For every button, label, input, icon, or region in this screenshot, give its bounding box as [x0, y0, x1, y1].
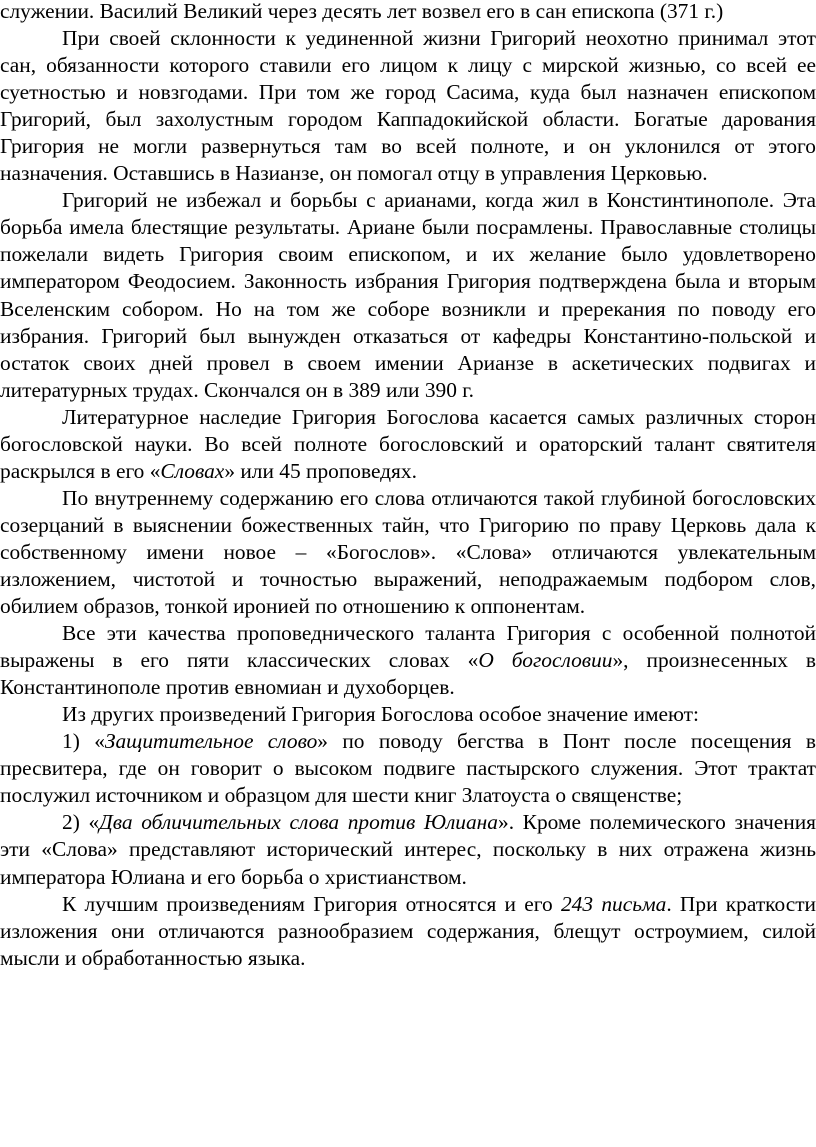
text-run: 2) «: [62, 810, 100, 835]
paragraph: [0, 728, 816, 809]
text-run: » по поводу бегства в Понт после посещения в пресвитера, где он говорит о высоком подвиге пастырского служения. Этот трактат послужил источником и образцом для шести книг Златоуста о священстве;: [0, 729, 816, 808]
paragraph: [0, 809, 816, 890]
paragraph: [0, 0, 816, 25]
text-run: » или 45 проповедях.: [224, 458, 417, 483]
italic-title: Словах: [160, 458, 225, 483]
text-run: Все эти качества проповеднического таланта Григория с особенной полнотой выражены в его пяти классических словах «: [0, 621, 816, 673]
italic-title: О богословии: [478, 648, 613, 673]
text-run: Григорий не избежал и борьбы с арианами, когда жил в Констинтинополе. Эта борьба имела блестящие результаты. Ариане были посрамлены. Православные столицы пожелали видеть Григория своим епископом, и их желание было удовлетворено императором Феодосием. Законность избрания Григория подтверждена была и вторым Вселенским собором. Но на том же соборе возникли и пререкания по поводу его избрания. Григорий был вынужден отказаться от кафедры Константино-польской и остаток своих дней провел в своем имении Арианзе в аскетических подвигах и литературных трудах. Скончался он в 389 или 390 г.: [0, 188, 816, 402]
text-run: ». Кроме полемического значения эти «Слова» представляют исторический интерес, поскольку в них отражена жизнь императора Юлиана и его борьба о христианством.: [0, 810, 816, 889]
paragraph: [0, 620, 816, 701]
text-run: Из других произведений Григория Богослова особое значение имеют:: [62, 702, 699, 727]
paragraph: [0, 701, 816, 728]
italic-title: Защитительное слово: [104, 729, 318, 754]
italic-title: Два обличительных слова против Юлиана: [99, 810, 498, 835]
text-run: 1) «: [62, 729, 105, 754]
paragraph: [0, 485, 816, 620]
text-run: По внутреннему содержанию его слова отличаются такой глубиной богословских созерцаний в выяснении божественных тайн, что Григорию по праву Церковь дала к собственному имени новое – «Богослов». «Слова» отличаются увлекательным изложением, чистотой и точностью выражений, неподражаемым подбором слов, обилием образов, тонкой иронией по отношению к оппонентам.: [0, 485, 816, 619]
text-run: служении. Василий Великий через десять лет возвел его в сан епископа (371 г.): [0, 0, 724, 23]
paragraph: [0, 187, 816, 403]
paragraph: [0, 25, 816, 187]
italic-title: 243 письма: [560, 891, 667, 916]
paragraph: [0, 891, 816, 972]
text-run: », произнесенных в Константинополе против евномиан и духоборцев.: [0, 648, 816, 700]
text-run: Литературное наследие Григория Богослова касается самых различных сторон богословской науки. Во всей полноте богословский и ораторский талант святителя раскрылся в его «: [0, 404, 816, 483]
text-run: При своей склонности к уединенной жизни Григорий неохотно принимал этот сан, обязанности которого ставили его лицом к лицу с мирской жизнью, со всей ее суетностью и новзгодами. При том же город Сасима, куда был назначен епископом Григорий, был захолустным городом Каппадокийской области. Богатые дарования Григория не могли развернуться там во всей полноте, и он уклонился от этого назначения. Оставшись в Назианзе, он помогал отцу в управления Церковью.: [0, 26, 816, 186]
text-run: К лучшим произведениям Григория относятся и его: [62, 891, 561, 916]
text-run: . При краткости изложения они отличаются разнообразием содержания, блещут остроумием, силой мысли и обработанностью языка.: [0, 891, 816, 970]
paragraph: [0, 404, 816, 485]
